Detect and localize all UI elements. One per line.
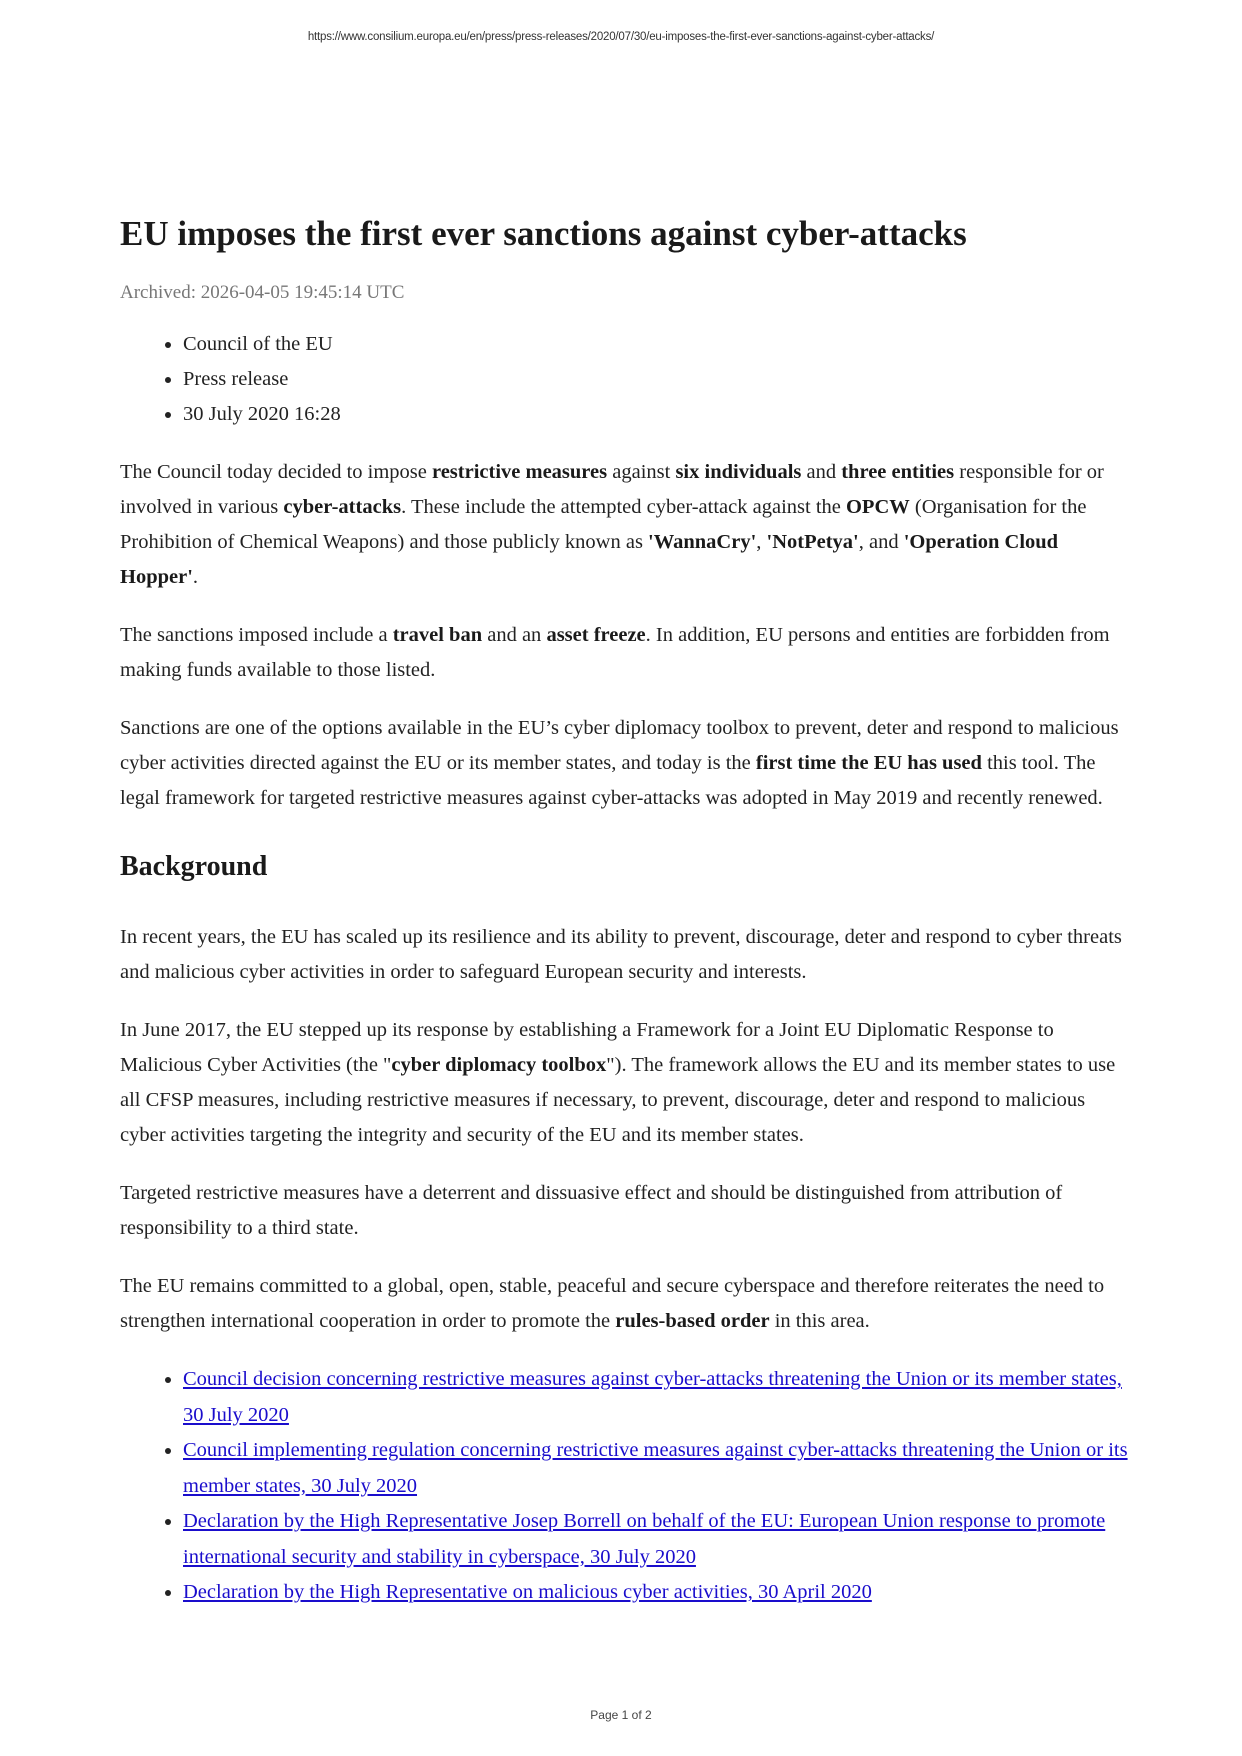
link-implementing-regulation[interactable]: Council implementing regulation concerning restrictive measures against cyber-attacks threatening the Union or its member states, 30 July 2020 bbox=[183, 1439, 1128, 1497]
paragraph-deterrent: Targeted restrictive measures have a deterrent and dissuasive effect and should be distinguished from attribution of responsibility to a third state. bbox=[120, 1182, 1063, 1239]
article-meta-list bbox=[120, 327, 1130, 432]
text: this tool. The legal framework for targeted restrictive measures against cyber-attacks was adopted in May 2019 and recently renewed. bbox=[120, 752, 1103, 809]
bold-text: 'WannaCry' bbox=[648, 531, 757, 553]
archived-timestamp: Archived: 2026-04-05 19:45:14 UTC bbox=[120, 282, 405, 303]
text: , bbox=[756, 531, 767, 553]
related-links-list bbox=[120, 1362, 1130, 1611]
bold-text: 'Operation Cloud Hopper' bbox=[120, 531, 1059, 588]
text: The Council today decided to impose bbox=[120, 461, 432, 483]
related-link-item bbox=[183, 1575, 1130, 1611]
text: (Organisation for the Prohibition of Chemical Weapons) and those publicly known as bbox=[120, 496, 1087, 553]
related-link-item bbox=[183, 1504, 1130, 1575]
text: The sanctions imposed include a bbox=[120, 624, 393, 646]
text: in this area. bbox=[769, 1310, 870, 1332]
text: responsible for or involved in various bbox=[120, 461, 1104, 518]
meta-item-source: • Council of the EU bbox=[183, 327, 1130, 362]
text: In June 2017, the EU stepped up its response by establishing a Framework for a Joint EU Diplomatic Response to Malicious Cyber Activities (the " bbox=[120, 1019, 1054, 1076]
bold-text: asset freeze bbox=[546, 624, 646, 646]
paragraph-toolbox bbox=[120, 711, 1130, 816]
text: "). The framework allows the EU and its member states to use all CFSP measures, including restrictive measures if necessary, to prevent, discourage, deter and respond to malicious cyber activities targeting the integrity and security of the EU and its member states. bbox=[120, 1054, 1116, 1146]
text: . These include the attempted cyber-attack against the bbox=[401, 496, 846, 518]
article-title: EU imposes the first ever sanctions against cyber-attacks bbox=[120, 214, 967, 253]
related-link-item bbox=[183, 1433, 1130, 1504]
meta-item-type: • Press release bbox=[183, 362, 1130, 397]
link-declaration-borrell[interactable]: Declaration by the High Representative Josep Borrell on behalf of the EU: European Union response to promote international security and stability in cyberspace, 30 July 2020 bbox=[183, 1510, 1106, 1568]
text: , and bbox=[858, 531, 904, 553]
bold-text: rules-based order bbox=[615, 1310, 770, 1332]
text: and an bbox=[482, 624, 547, 646]
link-council-decision[interactable]: Council decision concerning restrictive measures against cyber-attacks threatening the Union or its member states, 30 July 2020 bbox=[183, 1368, 1122, 1426]
paragraph-sanctions bbox=[120, 618, 1130, 688]
paragraph-framework bbox=[120, 1013, 1130, 1153]
page-number: Page 1 of 2 bbox=[590, 1708, 652, 1722]
bold-text: six individuals bbox=[675, 461, 802, 483]
paragraph-commitment bbox=[120, 1269, 1130, 1339]
meta-item-date: • 30 July 2020 16:28 bbox=[183, 397, 1130, 432]
text: Sanctions are one of the options available in the EU’s cyber diplomacy toolbox to prevent, deter and respond to malicious cyber activities directed against the EU or its member states, and today is the bbox=[120, 717, 1119, 774]
text: . bbox=[192, 566, 199, 588]
bold-text: travel ban bbox=[392, 624, 483, 646]
page-url-header: https://www.consilium.europa.eu/en/press/press-releases/2020/07/30/eu-imposes-the-first-ever-sanctions-against-cyber-attacks/ bbox=[307, 31, 935, 43]
bold-text: cyber-attacks bbox=[283, 496, 402, 518]
paragraph-resilience: In recent years, the EU has scaled up its resilience and its ability to prevent, discourage, deter and respond to cyber threats and malicious cyber activities in order to safeguard European security and interests. bbox=[120, 926, 1122, 983]
text: . In addition, EU persons and entities are forbidden from making funds available to those listed. bbox=[120, 624, 1110, 681]
link-declaration-april[interactable]: Declaration by the High Representative on malicious cyber activities, 30 April 2020 bbox=[183, 1581, 872, 1603]
bold-text: first time the EU has used bbox=[755, 752, 982, 774]
related-link-item bbox=[183, 1362, 1130, 1433]
bold-text: three entities bbox=[841, 461, 955, 483]
bold-text: cyber diplomacy toolbox bbox=[391, 1054, 607, 1076]
bold-text: restrictive measures bbox=[431, 461, 608, 483]
text: and bbox=[801, 461, 842, 483]
article bbox=[120, 212, 1130, 1611]
paragraph-intro bbox=[120, 455, 1130, 595]
bold-text: 'NotPetya' bbox=[766, 531, 859, 553]
bold-text: OPCW bbox=[845, 496, 910, 518]
text: against bbox=[607, 461, 676, 483]
section-heading-background: Background bbox=[120, 851, 268, 882]
text: The EU remains committed to a global, open, stable, peaceful and secure cyberspace and therefore reiterates the need to strengthen international cooperation in order to promote the bbox=[120, 1275, 1105, 1332]
